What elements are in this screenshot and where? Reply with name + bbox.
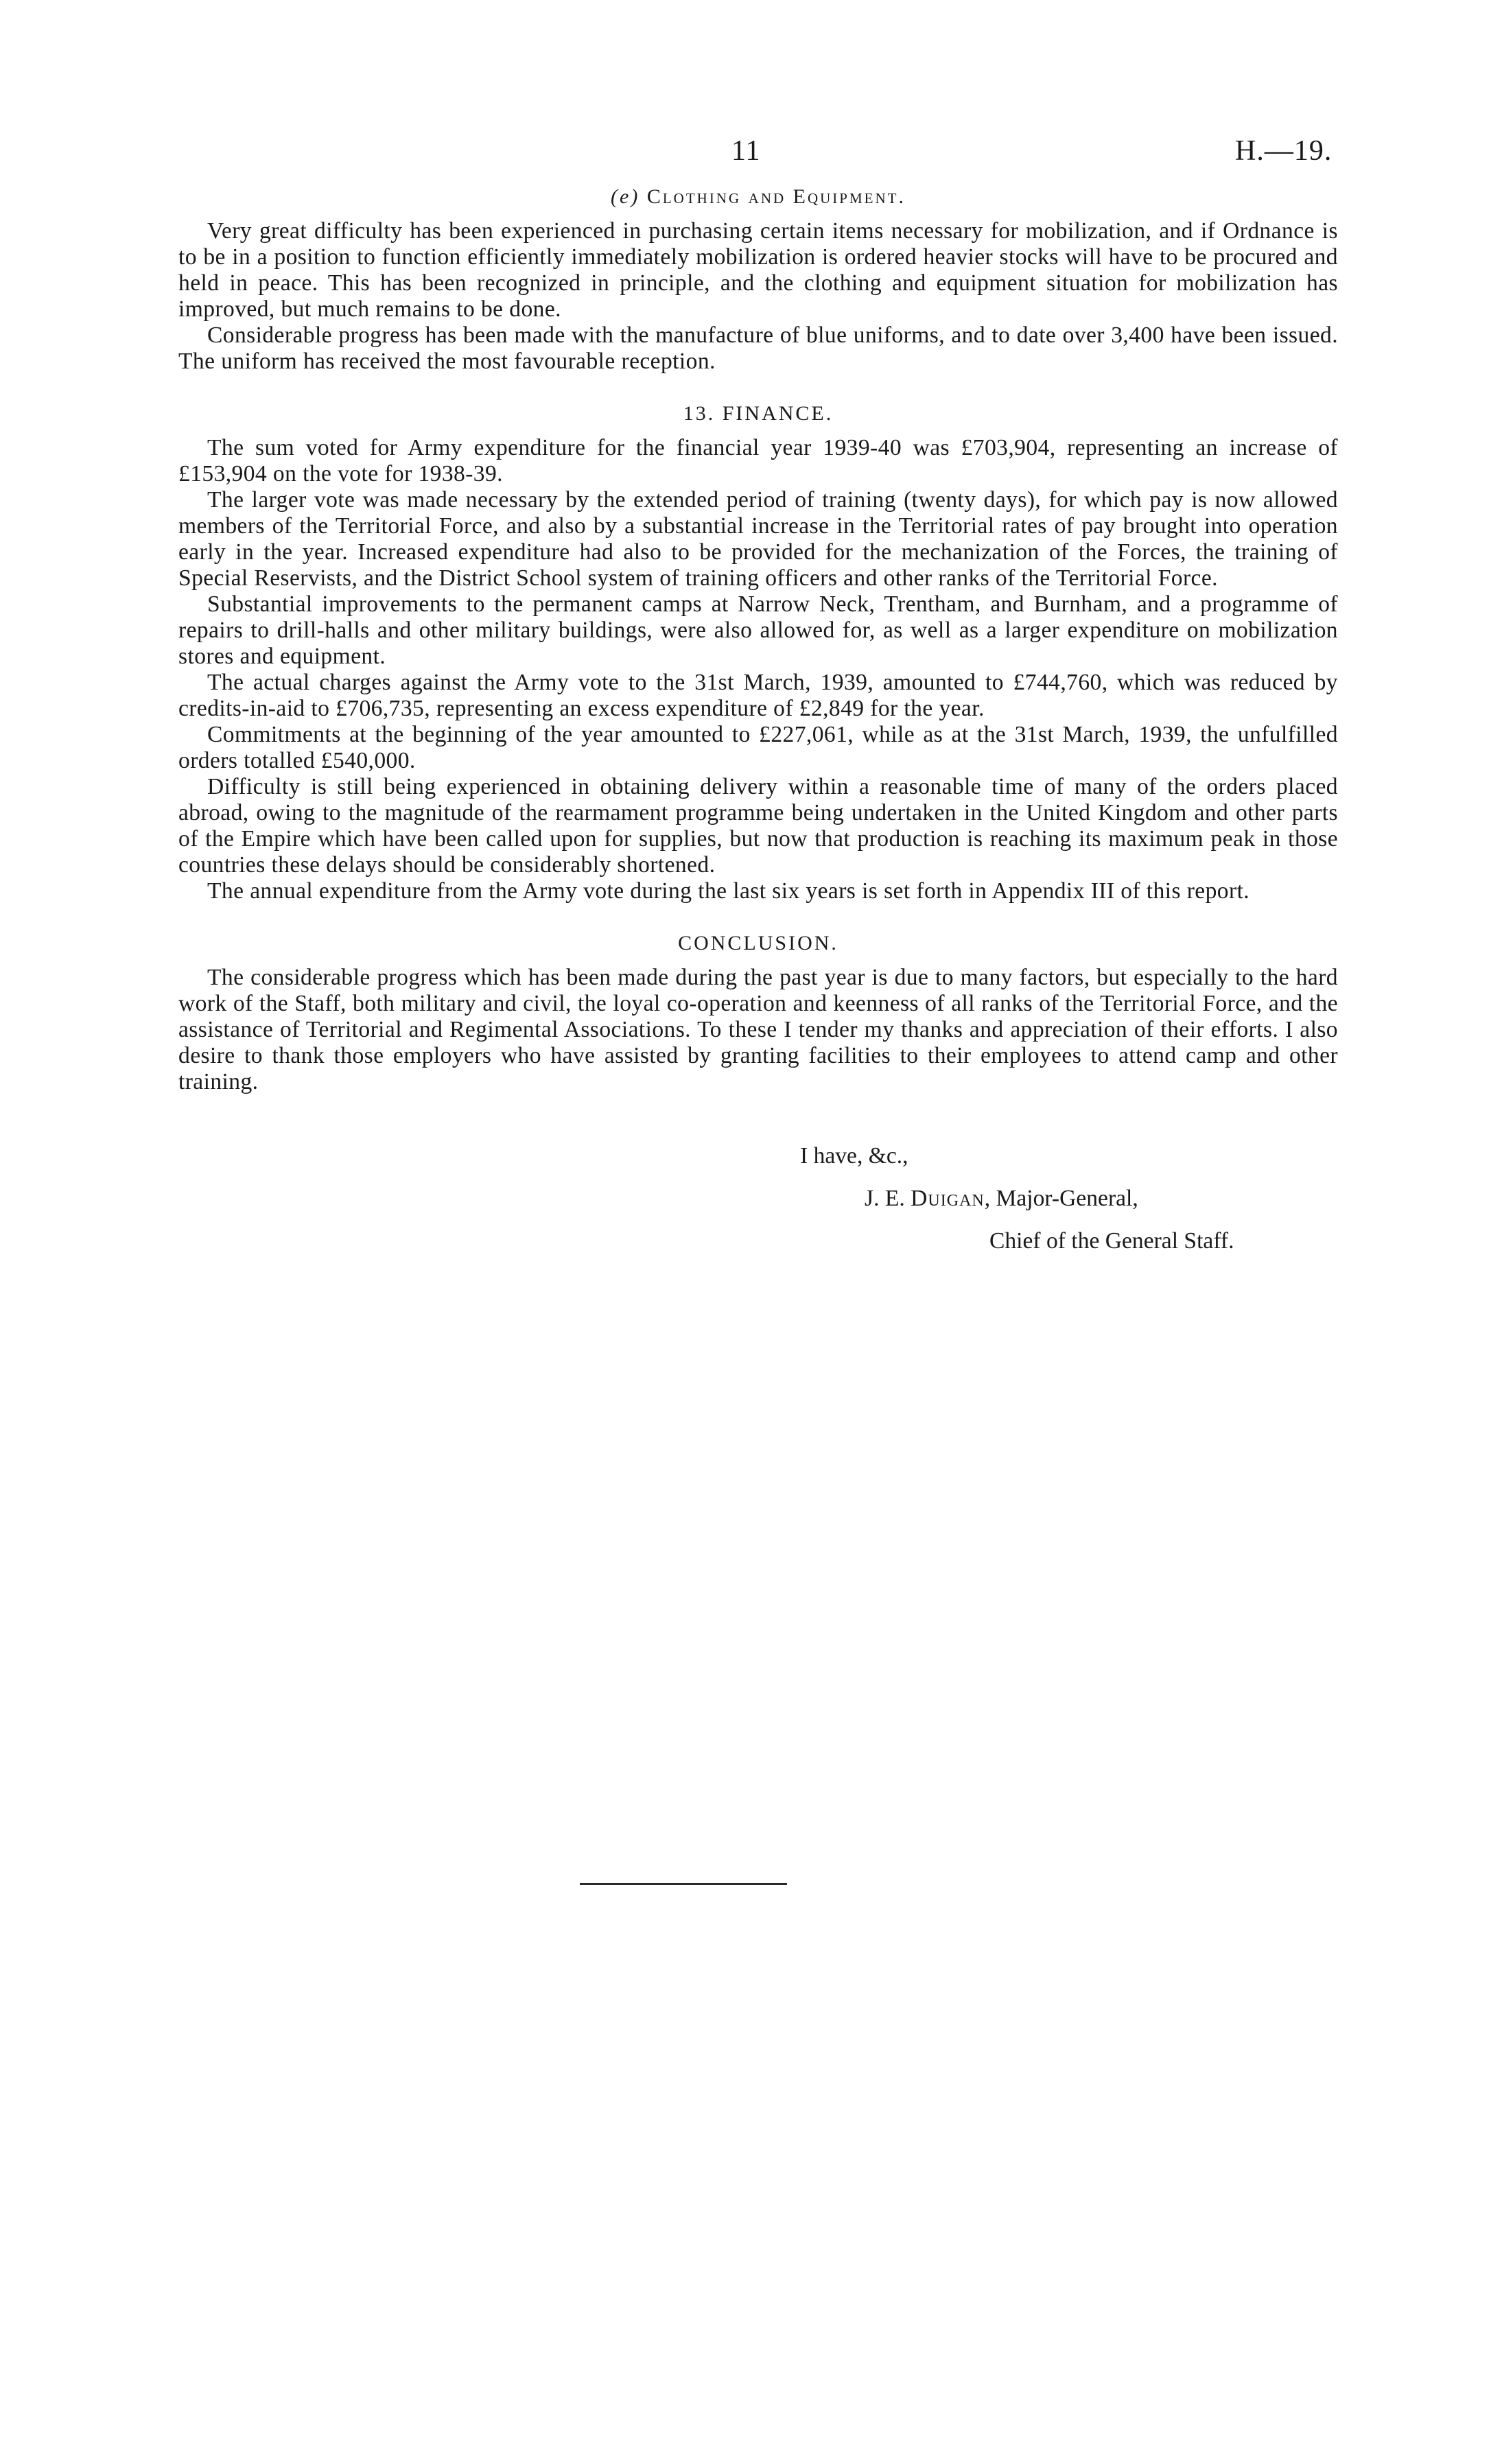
signature-block [178,1143,1338,1308]
closing-rule [580,1883,787,1885]
signatory-rank: , Major-General, [984,1186,1138,1211]
page-number: 11 [731,135,761,167]
signatory-name [865,1186,1138,1212]
finance-paragraph-5: Commitments at the beginning of the year amounted to £227,061, while as at the 31st March, 1939, the unfulfilled orders totalled £540,000. [178,722,1338,773]
document-reference: H.—19. [1235,135,1332,167]
finance-paragraph-3: Substantial improvements to the permanent camps at Narrow Neck, Trentham, and Burnham, and a programme of repairs to drill-halls and other military buildings, were also allowed for, as well as a larger expenditure on mobilization stores and equipment. [178,591,1338,669]
clothing-heading-prefix: (e) [611,185,640,208]
finance-paragraph-7: The annual expenditure from the Army vote during the last six years is set forth in Appendix III of this report. [207,878,1250,904]
finance-paragraph-2: The larger vote was made necessary by the extended period of training (twenty days), for which pay is now allowed members of the Territorial Force, and also by a substantial increase in the Territorial rates of pay brought into operation early in the year. Increased expenditure had also to be provided for the mechanization of the Forces, the training of Special Reservists, and the District School system of training officers and other ranks of the Territorial Force. [178,487,1338,591]
finance-paragraph-6: Difficulty is still being experienced in obtaining delivery within a reasonable time of many of the orders placed abroad, owing to the magnitude of the rearmament programme being undertaken in the United Kingdom and other parts of the Empire which have been called upon for supplies, but now that production is reaching its maximum peak in those countries these delays should be considerably shortened. [178,774,1338,878]
finance-paragraph-4: The actual charges against the Army vote to the 31st March, 1939, amounted to £744,760, which was reduced by credits-in-aid to £706,735, representing an excess expenditure of £2,849 for the year. [178,670,1338,721]
conclusion-paragraph-1: The considerable progress which has been made during the past year is due to many factors, but especially to the hard work of the Staff, both military and civil, the loyal co-operation and keenness of all ranks of the Territorial Force, and the assistance of Territorial and Regimental Associations. To these I tender my thanks and appreciation of their efforts. I also desire to thank those employers who have assisted by granting facilities to their employees to attend camp and other training. [178,965,1338,1094]
conclusion-heading: CONCLUSION. [678,932,838,954]
signatory-initials: J. E. [865,1186,905,1211]
page-body [178,185,1338,1308]
signoff-greeting: I have, &c., [800,1143,908,1169]
clothing-paragraph-2: Considerable progress has been made with the manufacture of blue uniforms, and to date over 3,400 have been issued. The uniform has received the most favourable reception. [178,322,1338,374]
finance-paragraph-1: The sum voted for Army expenditure for the financial year 1939-40 was £703,904, representing an increase of £153,904 on the vote for 1938-39. [178,435,1338,486]
clothing-heading-title: Clothing and Equipment. [646,185,906,208]
signatory-surname: Duigan [911,1186,985,1211]
clothing-heading [178,185,1338,209]
finance-heading: 13. FINANCE. [683,402,834,425]
clothing-paragraph-1: Very great difficulty has been experienced in purchasing certain items necessary for mobilization, and if Ordnance is to be in a position to function efficiently immediately mobilization is ordered heavier stocks will have to be procured and held in peace. This has been recognized in principle, and the clothing and equipment situation for mobilization has improved, but much remains to be done. [178,218,1338,322]
signatory-title: Chief of the General Staff. [989,1228,1234,1254]
